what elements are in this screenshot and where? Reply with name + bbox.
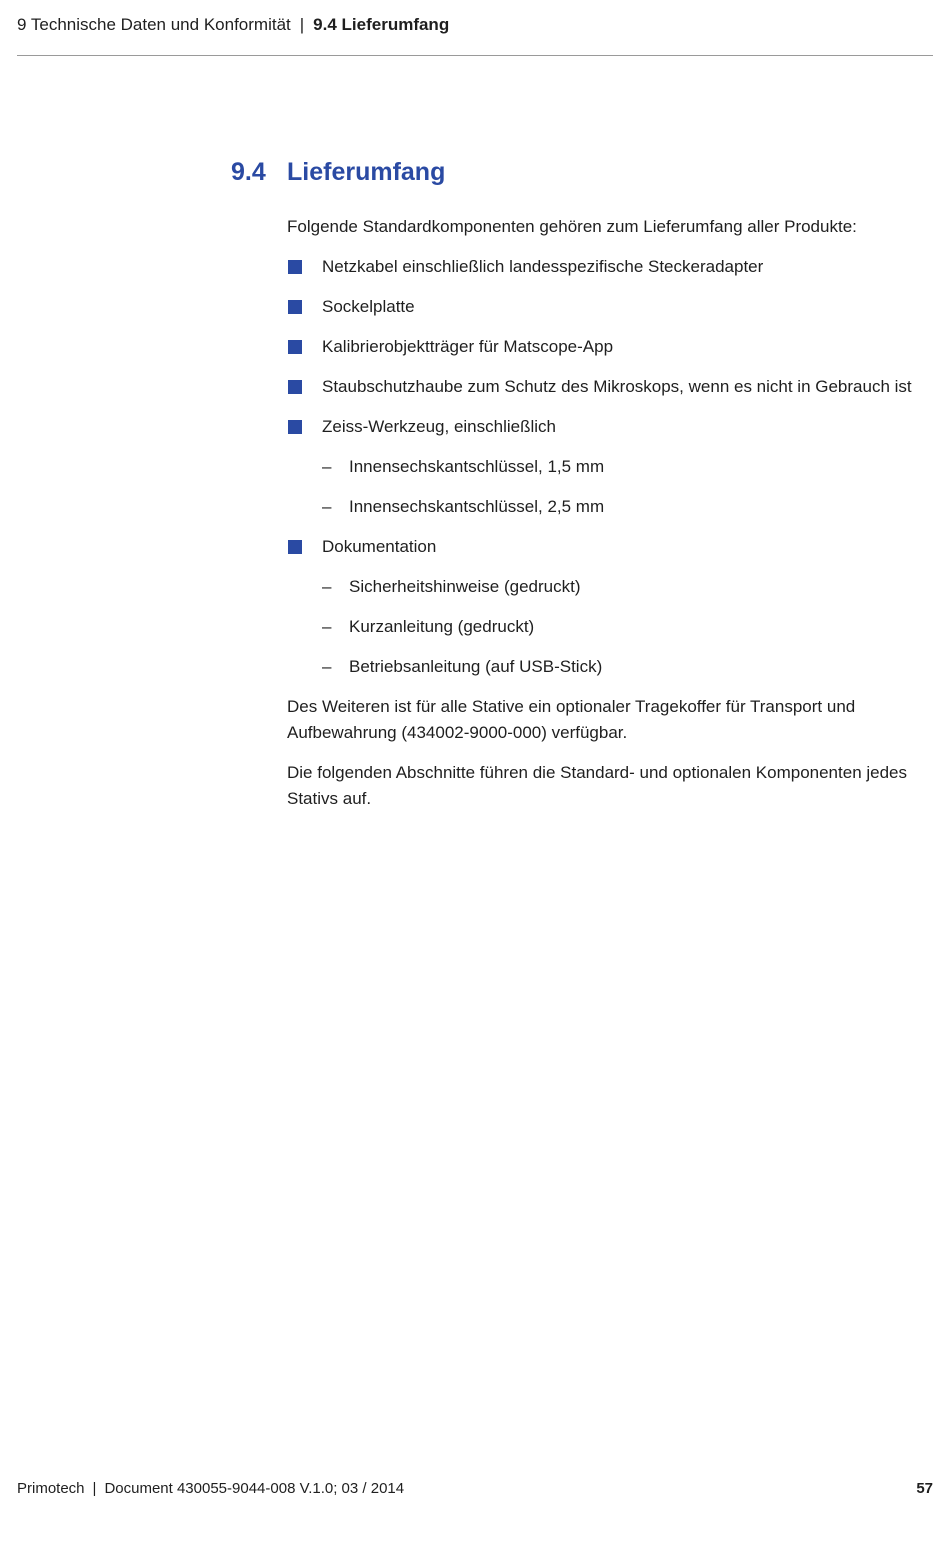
- sub-list-item: [322, 654, 937, 680]
- footer-separator: |: [92, 1480, 97, 1497]
- dash-bullet-icon: –: [322, 657, 332, 676]
- running-footer: [17, 1478, 404, 1500]
- square-bullet-icon: [288, 340, 302, 354]
- list-item-label: Dokumentation: [322, 537, 437, 556]
- sub-list-item: [322, 454, 937, 480]
- list-item: [287, 294, 937, 320]
- square-bullet-icon: [288, 300, 302, 314]
- header-chapter: 9 Technische Daten und Konformität: [17, 15, 291, 34]
- list-item: [287, 534, 937, 680]
- list-item-label: Staubschutzhaube zum Schutz des Mikroskops, wenn es nicht in Gebrauch ist: [322, 377, 912, 396]
- dash-bullet-icon: –: [322, 617, 332, 636]
- section-heading: [231, 155, 445, 189]
- list-item: [287, 334, 937, 360]
- sub-list-item-label: Sicherheitshinweise (gedruckt): [349, 577, 581, 596]
- dash-bullet-icon: –: [322, 577, 332, 596]
- dash-bullet-icon: –: [322, 457, 332, 476]
- sub-list: [322, 454, 937, 520]
- body-paragraph: Des Weiteren ist für alle Stative ein optionaler Tragekoffer für Transport und Aufbewahrung (434002-9000-000) verfügbar.: [287, 697, 856, 742]
- list-item-label: Kalibrierobjektträger für Matscope-App: [322, 337, 614, 356]
- footer-product: Primotech: [17, 1480, 85, 1497]
- square-bullet-icon: [288, 260, 302, 274]
- sub-list-item-label: Innensechskantschlüssel, 1,5 mm: [349, 457, 605, 476]
- square-bullet-icon: [288, 420, 302, 434]
- sub-list-item-label: Betriebsanleitung (auf USB-Stick): [349, 657, 603, 676]
- body-paragraph: Die folgenden Abschnitte führen die Standard- und optionalen Komponenten jedes Stativs auf.: [287, 763, 908, 808]
- running-header: [17, 13, 449, 37]
- sub-list-item: [322, 614, 937, 640]
- sub-list-item: [322, 574, 937, 600]
- sub-list: [322, 574, 937, 680]
- page-number: 57: [916, 1480, 933, 1497]
- sub-list-item-label: Kurzanleitung (gedruckt): [349, 617, 535, 636]
- footer-document-id: Document 430055-9044-008 V.1.0; 03 / 2014: [104, 1480, 405, 1497]
- list-item: [287, 374, 937, 400]
- dash-bullet-icon: –: [322, 497, 332, 516]
- intro-paragraph: Folgende Standardkomponenten gehören zum Lieferumfang aller Produkte:: [287, 217, 857, 236]
- list-item-label: Zeiss-Werkzeug, einschließlich: [322, 417, 556, 436]
- header-rule: [17, 55, 933, 56]
- main-content: [287, 214, 937, 826]
- sub-list-item: [322, 494, 937, 520]
- list-item-label: Sockelplatte: [322, 297, 415, 316]
- list-item-label: Netzkabel einschließlich landesspezifische Steckeradapter: [322, 257, 764, 276]
- square-bullet-icon: [288, 380, 302, 394]
- section-number: 9.4: [231, 158, 266, 186]
- header-section: 9.4 Lieferumfang: [313, 15, 450, 34]
- square-bullet-icon: [288, 540, 302, 554]
- component-list: [287, 254, 937, 680]
- sub-list-item-label: Innensechskantschlüssel, 2,5 mm: [349, 497, 605, 516]
- list-item: [287, 414, 937, 520]
- header-separator: |: [299, 15, 305, 34]
- section-title: Lieferumfang: [287, 158, 446, 186]
- list-item: [287, 254, 937, 280]
